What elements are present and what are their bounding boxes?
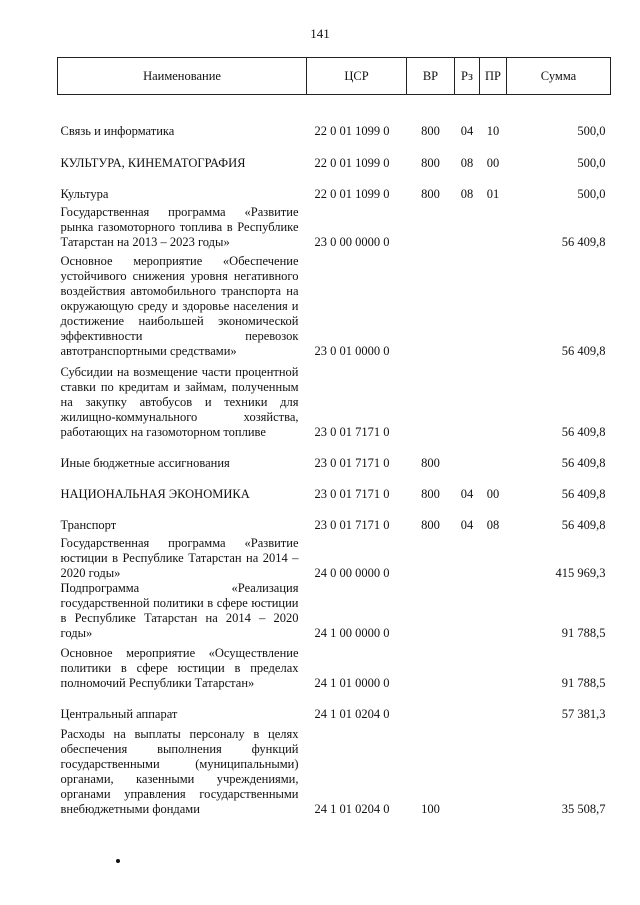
row-pr (480, 250, 507, 359)
row-pr (480, 641, 507, 691)
table-row (58, 440, 611, 471)
row-vr (407, 359, 455, 440)
row-name: Расходы на выплаты персоналу в целях обеспечения выполнения функций государственными (муниципальными) органами, казенными учреждениями, органами управления государственными внебюджетными фондами (60, 726, 299, 816)
row-sum: 35 508,7 (561, 801, 606, 816)
page-number: 141 (310, 26, 330, 41)
row-sum: 415 969,3 (555, 565, 606, 580)
row-vr: 800 (421, 455, 440, 470)
table-row (58, 533, 611, 581)
row-pr (480, 691, 507, 722)
row-csr: 23 0 01 7171 0 (314, 424, 390, 439)
stray-dot-mark (116, 859, 120, 863)
row-csr: 24 1 01 0000 0 (314, 675, 390, 690)
header-sum: Сумма (507, 58, 611, 95)
row-vr: 800 (421, 186, 440, 201)
row-sum: 56 409,8 (561, 455, 606, 470)
row-name: Основное мероприятие «Осуществление политики в сфере юстиции в пределах полномочий Республики Татарстан» (60, 645, 299, 690)
table-row (58, 641, 611, 691)
table-row (58, 502, 611, 533)
row-sum: 57 381,3 (561, 706, 606, 721)
row-name: Иные бюджетные ассигнования (60, 455, 230, 470)
header-vr: ВР (407, 58, 455, 95)
row-pr (480, 722, 507, 817)
row-csr: 22 0 01 1099 0 (314, 123, 390, 138)
row-rz: 04 (460, 517, 474, 532)
row-vr: 800 (421, 517, 440, 532)
row-name: Транспорт (60, 517, 117, 532)
row-csr: 24 0 00 0000 0 (314, 565, 390, 580)
table-row (58, 250, 611, 359)
row-csr: 23 0 01 7171 0 (314, 455, 390, 470)
row-vr (407, 691, 455, 722)
table-row (58, 722, 611, 817)
row-rz (455, 641, 480, 691)
table-row (58, 359, 611, 440)
row-rz (455, 691, 480, 722)
row-name: Связь и информатика (60, 123, 175, 138)
row-sum: 56 409,8 (561, 424, 606, 439)
row-vr (407, 581, 455, 641)
row-csr: 23 0 00 0000 0 (314, 234, 390, 249)
row-pr: 00 (486, 155, 500, 170)
table-row (58, 95, 611, 139)
row-name: НАЦИОНАЛЬНАЯ ЭКОНОМИКА (60, 486, 250, 501)
row-sum: 56 409,8 (561, 517, 606, 532)
row-rz (455, 440, 480, 471)
row-csr: 23 0 01 7171 0 (314, 486, 390, 501)
row-csr: 24 1 01 0204 0 (314, 706, 390, 721)
row-sum: 56 409,8 (561, 343, 606, 358)
row-rz: 04 (460, 486, 474, 501)
row-rz (455, 359, 480, 440)
row-name: Центральный аппарат (60, 706, 178, 721)
row-rz (455, 581, 480, 641)
row-name: Государственная программа «Развитие юстиции в Республике Татарстан на 2014 – 2020 годы» (60, 535, 299, 580)
row-pr (480, 533, 507, 581)
row-vr (407, 641, 455, 691)
row-vr (407, 250, 455, 359)
table-row (58, 471, 611, 502)
row-pr (480, 581, 507, 641)
row-vr: 800 (421, 123, 440, 138)
row-vr: 100 (421, 801, 440, 816)
row-sum: 91 788,5 (561, 625, 606, 640)
header-rz: Рз (455, 58, 480, 95)
row-name: КУЛЬТУРА, КИНЕМАТОГРАФИЯ (60, 155, 246, 170)
row-pr: 10 (486, 123, 500, 138)
row-vr (407, 202, 455, 250)
header-name: Наименование (58, 58, 307, 95)
row-sum: 91 788,5 (561, 675, 606, 690)
row-pr: 00 (486, 486, 500, 501)
table-row (58, 171, 611, 202)
row-pr: 01 (486, 186, 500, 201)
row-rz (455, 722, 480, 817)
table-row (58, 581, 611, 641)
row-sum: 500,0 (577, 123, 606, 138)
table-row (58, 139, 611, 171)
row-vr: 800 (421, 486, 440, 501)
row-vr (407, 533, 455, 581)
row-sum: 500,0 (577, 155, 606, 170)
row-pr (480, 202, 507, 250)
row-rz (455, 202, 480, 250)
row-csr: 22 0 01 1099 0 (314, 186, 390, 201)
row-name: Субсидии на возмещение части процентной ставки по кредитам и займам, полученным на закупку автобусов и техники для жилищно-коммунального хозяйства, работающих на газомоторном топливе (60, 364, 299, 439)
table-row (58, 691, 611, 722)
table-row (58, 202, 611, 250)
row-sum: 56 409,8 (561, 486, 606, 501)
row-vr: 800 (421, 155, 440, 170)
row-sum: 56 409,8 (561, 234, 606, 249)
row-rz (455, 250, 480, 359)
row-rz: 08 (460, 155, 474, 170)
table-header-row (58, 58, 611, 95)
row-csr: 24 1 01 0204 0 (314, 801, 390, 816)
row-csr: 23 0 01 7171 0 (314, 517, 390, 532)
row-csr: 23 0 01 0000 0 (314, 343, 390, 358)
row-rz: 04 (460, 123, 474, 138)
row-csr: 22 0 01 1099 0 (314, 155, 390, 170)
budget-table (57, 57, 611, 817)
header-csr: ЦСР (307, 58, 407, 95)
row-name: Культура (60, 186, 109, 201)
row-pr (480, 359, 507, 440)
row-name: Государственная программа «Развитие рынка газомоторного топлива в Республике Татарстан на 2013 – 2023 годы» (60, 204, 299, 249)
row-sum: 500,0 (577, 186, 606, 201)
row-csr: 24 1 00 0000 0 (314, 625, 390, 640)
row-pr: 08 (486, 517, 500, 532)
row-name: Основное мероприятие «Обеспечение устойчивого снижения уровня негативного воздействия автомобильного транспорта на окружающую среду и здоровье населения и достижение наибольшей экономической эффективности перевозок автотранспортными средствами» (60, 253, 299, 358)
row-pr (480, 440, 507, 471)
row-rz (455, 533, 480, 581)
row-name: Подпрограмма «Реализация государственной политики в сфере юстиции в Республике Татарстан на 2014 – 2020 годы» (60, 580, 299, 640)
row-rz: 08 (460, 186, 474, 201)
header-pr: ПР (480, 58, 507, 95)
